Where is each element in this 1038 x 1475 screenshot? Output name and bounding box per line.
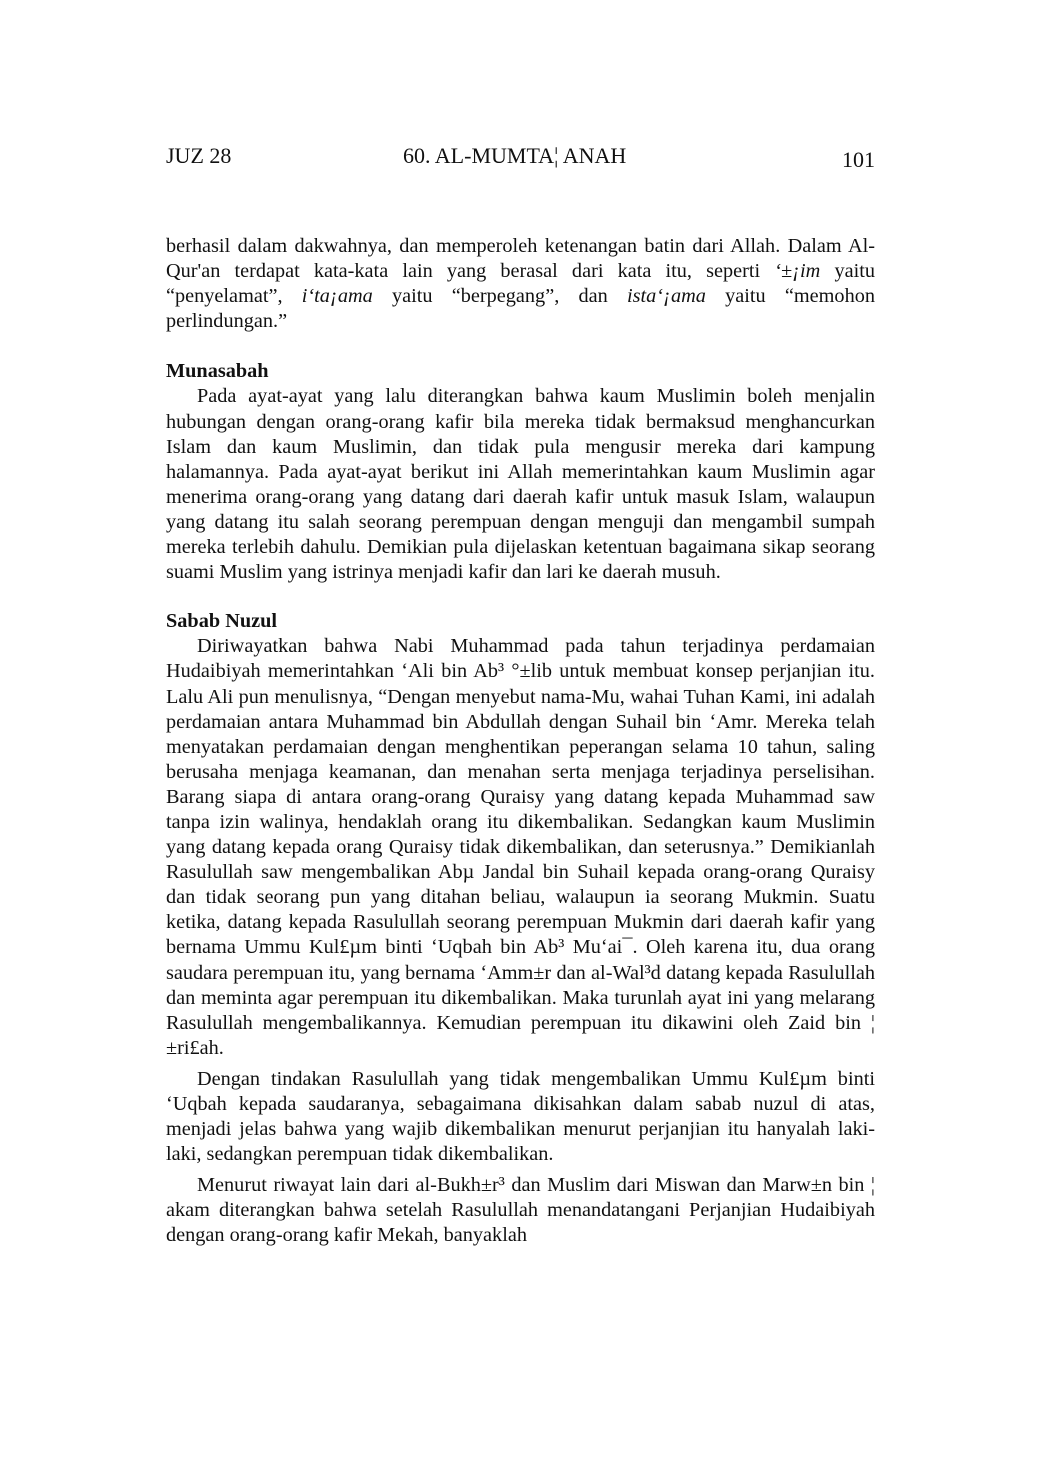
section-spacer bbox=[166, 585, 875, 609]
intro-paragraph bbox=[166, 234, 875, 334]
sabab-nuzul-paragraph-1: Diriwayatkan bahwa Nabi Muhammad pada tahun terjadinya perdamaian Hudaibiyah memerintahkan ‘Ali bin Ab³ °±lib untuk membuat konsep perjanjian itu. Lalu Ali pun menulisnya, “Dengan menyebut nama-Mu, wahai Tuhan Kami, ini adalah perdamaian antara Muhammad bin Abdullah dengan Suhail bin ‘Amr. Mereka telah menyatakan perdamaian dengan menghentikan peperangan selama 10 tahun, saling berusaha menjaga keamanan, dan menahan serta menjaga terjadinya perselisihan. Barang siapa di antara orang-orang Quraisy yang datang kepada Muhammad saw tanpa izin walinya, hendaklah orang itu dikembalikan. Sedangkan kaum Muslimin yang datang kepada orang Quraisy tidak dikembalikan, dan seterusnya.” Demikianlah Rasulullah saw mengembalikan Abµ Jandal bin Suhail kepada orang-orang Quraisy dan tidak seorang pun yang ditahan beliau, walaupun ia seorang Mukmin. Suatu ketika, datang kepada Rasulullah seorang perempuan Mukmin dari daerah kafir yang bernama Ummu Kul£µm binti ‘Uqbah bin Ab³ Mu‘ai¯. Oleh karena itu, dua orang saudara perempuan itu, yang bernama ‘Amm±r dan al-Wal³d datang kepada Rasulullah dan meminta agar perempuan itu dikembalikan. Maka turunlah ayat ini yang melarang Rasulullah mengembalikannya. Kemudian perempuan itu dikawini oleh Zaid bin ¦ ±ri£ah. bbox=[166, 635, 875, 1059]
page-body bbox=[166, 234, 875, 1249]
sabab-nuzul-paragraph-3: Menurut riwayat lain dari al-Bukh±r³ dan Muslim dari Miswan dan Marw±n bin ¦ akam diterangkan bahwa setelah Rasulullah menandatangani Perjanjian Hudaibiyah dengan orang-orang kafir Mekah, banyaklah bbox=[166, 1174, 875, 1247]
sabab-nuzul-heading: Sabab Nuzul bbox=[166, 610, 278, 633]
intro-text-3: yaitu “berpegang”, dan bbox=[372, 285, 627, 308]
intro-text-1: berhasil dalam dakwahnya, dan memperoleh ketenangan batin dari Allah. Dalam Al-Qur'an terdapat kata-kata lain yang berasal dari kata itu, seperti bbox=[166, 235, 875, 283]
munasabah-heading: Munasabah bbox=[166, 360, 269, 383]
running-header bbox=[166, 143, 875, 175]
intro-text-2: yaitu “penyelamat”, bbox=[166, 260, 875, 308]
chapter-title: 60. AL-MUMTA¦ ANAH bbox=[403, 143, 627, 168]
juz-label: JUZ 28 bbox=[166, 143, 232, 168]
intro-term-1: ‘±¡im bbox=[774, 260, 821, 283]
intro-term-3: ista‘¡ama bbox=[627, 285, 706, 308]
intro-term-2: i‘ta¡ama bbox=[301, 285, 373, 308]
section-spacer bbox=[166, 334, 875, 359]
intro-text-4: yaitu “memohon perlindungan.” bbox=[166, 285, 875, 333]
page-number: 101 bbox=[842, 147, 875, 172]
munasabah-paragraph: Pada ayat-ayat yang lalu diterangkan bahwa kaum Muslimin boleh menjalin hubungan dengan orang-orang kafir bila mereka tidak bermaksud menghancurkan Islam dan kaum Muslimin, dan tidak pula mengusir mereka dari kampung halamannya. Pada ayat-ayat berikut ini Allah memerintahkan kaum Muslimin agar menerima orang-orang yang datang dari daerah kafir untuk masuk Islam, walaupun yang datang itu salah seorang perempuan dengan menguji dan mengambil sumpah mereka terlebih dahulu. Demikian pula dijelaskan ketentuan bagaimana sikap seorang suami Muslim yang istrinya menjadi kafir dan lari ke daerah musuh. bbox=[166, 385, 875, 584]
sabab-nuzul-paragraph-2: Dengan tindakan Rasulullah yang tidak mengembalikan Ummu Kul£µm binti ‘Uqbah kepada saudaranya, sebagaimana dikisahkan dalam sabab nuzul di atas, menjadi jelas bahwa yang wajib dikembalikan menurut perjanjian itu hanyalah laki-laki, sedangkan perempuan tidak dikembalikan. bbox=[166, 1067, 875, 1166]
